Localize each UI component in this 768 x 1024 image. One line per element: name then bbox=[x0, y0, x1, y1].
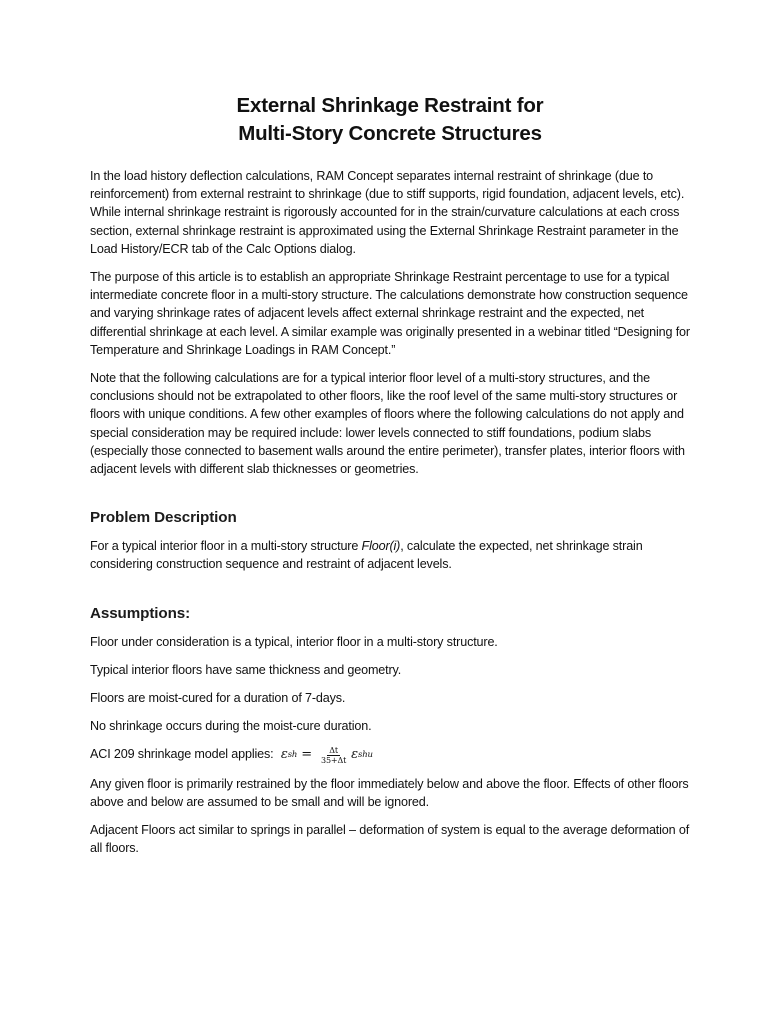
note-paragraph: Note that the following calculations are for a typical interior floor level of a multi-story structures, and the conclusions should not be extrapolated to other floors, like the roof level of the same multi-story structures or floors with unique conditions. A few other examples of floors where the following calculations do not apply and special consideration may be required include: lower levels connected to stiff foundations, podium slabs (especially those connected to basement walls around the entire perimeter), transfer plates, interior floors with adjacent levels with different slab thicknesses or geometries. bbox=[90, 371, 685, 477]
formula-equals: = bbox=[301, 747, 313, 763]
document-content bbox=[90, 92, 690, 867]
formula-numerator: Δt bbox=[329, 745, 338, 755]
problem-text-after: , calculate the expected, net shrinkage strain considering construction sequence and restraint of adjacent levels. bbox=[90, 539, 643, 572]
assumption-item: Floors are moist-cured for a duration of 7-days. bbox=[90, 691, 346, 706]
aci-model-item bbox=[90, 745, 690, 764]
formula-lhs: ε bbox=[280, 747, 288, 763]
problem-heading: Problem Description bbox=[90, 509, 237, 527]
formula-rhs-sub: shu bbox=[357, 750, 373, 761]
formula-rhs: ε bbox=[351, 747, 358, 763]
title-line-2: Multi-Story Concrete Structures bbox=[238, 122, 542, 145]
assumption-item: Adjacent Floors act similar to springs in parallel – deformation of system is equal to the average deformation of all floors. bbox=[90, 823, 690, 856]
problem-paragraph bbox=[90, 537, 690, 573]
assumptions-heading: Assumptions: bbox=[90, 604, 191, 622]
purpose-paragraph: The purpose of this article is to establish an appropriate Shrinkage Restraint percentage to use for a typical intermediate concrete floor in a multi-story structure. The calculations demonstrate how construction sequence and varying shrinkage rates of adjacent levels affect external shrinkage restraint and the expected, net differential shrinkage at each level. A similar example was originally presented in a webinar titled “Designing for Temperature and Shrinkage Loadings in RAM Concept.” bbox=[90, 270, 690, 357]
intro-paragraph: In the load history deflection calculations, RAM Concept separates internal restraint of shrinkage (due to reinforcement) from external restraint to shrinkage (due to stiff supports, rigid foundation, adjacent levels, etc). While internal shrinkage restraint is rigorously accounted for in the strain/curvature calculations at each cross section, external shrinkage restraint is approximated using the External Shrinkage Restraint parameter in the Load History/ECR tab of the Calc Options dialog. bbox=[90, 169, 685, 256]
assumption-item: Any given floor is primarily restrained by the floor immediately below and above the floor. Effects of other floors above and below are assumed to be small and will be ignored. bbox=[90, 776, 689, 809]
problem-text-before: For a typical interior floor in a multi-story structure bbox=[90, 539, 362, 554]
document-title bbox=[90, 92, 690, 148]
assumption-item: No shrinkage occurs during the moist-cure duration. bbox=[90, 719, 372, 734]
shrinkage-formula bbox=[281, 746, 373, 765]
assumption-item: Typical interior floors have same thickness and geometry. bbox=[90, 662, 402, 677]
formula-lhs-sub: sh bbox=[287, 750, 298, 761]
formula-fraction bbox=[319, 746, 348, 765]
title-line-1: External Shrinkage Restraint for bbox=[236, 94, 544, 117]
formula-denominator: 35+Δt bbox=[321, 755, 347, 765]
assumption-item: Floor under consideration is a typical, interior floor in a multi-story structure. bbox=[90, 634, 498, 649]
problem-floor-italic: Floor(i) bbox=[361, 539, 401, 554]
aci-model-label: ACI 209 shrinkage model applies: bbox=[90, 747, 274, 762]
